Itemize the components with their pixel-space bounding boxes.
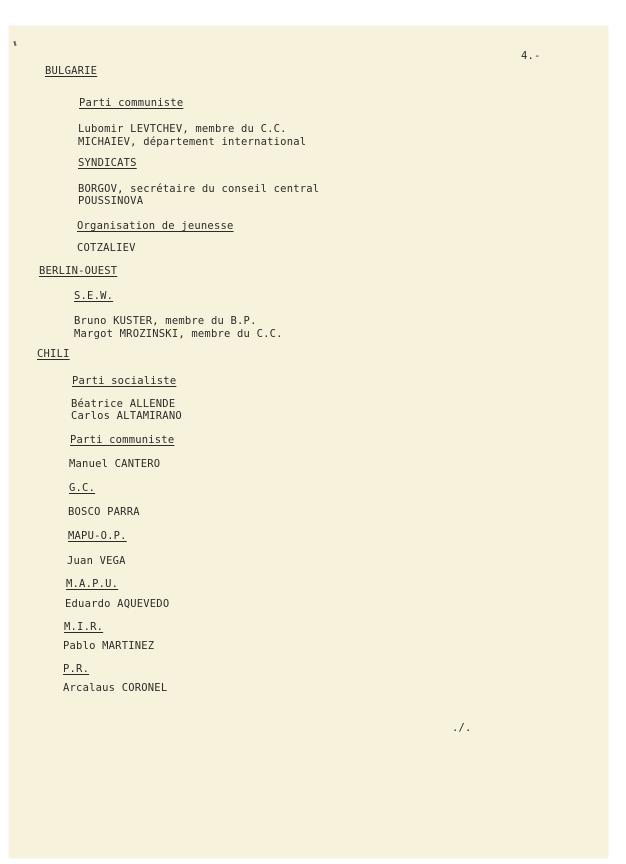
delegate-line: COTZALIEV xyxy=(77,242,136,254)
delegate-line: Carlos ALTAMIRANO xyxy=(71,410,182,422)
delegate-line: Arcalaus CORONEL xyxy=(63,682,168,694)
org-heading-chili-pr: P.R. xyxy=(63,663,90,675)
delegate-line: Bruno KUSTER, membre du B.P. xyxy=(74,315,257,327)
org-heading-chili-parti-socialiste: Parti socialiste xyxy=(72,375,177,387)
org-heading-chili-gc: G.C. xyxy=(69,482,96,494)
org-heading-chili-mir: M.I.R. xyxy=(64,621,104,633)
org-heading-bulgarie-syndicats: SYNDICATS xyxy=(78,157,137,169)
org-heading-chili-mapu-op: MAPU-O.P. xyxy=(68,530,127,542)
delegate-line: POUSSINOVA xyxy=(78,195,144,207)
delegate-line: Margot MROZINSKI, membre du C.C. xyxy=(74,328,283,340)
org-heading-bulgarie-parti-communiste: Parti communiste xyxy=(79,97,184,109)
country-heading-chili: CHILI xyxy=(37,348,70,360)
delegate-line: Pablo MARTINEZ xyxy=(63,640,155,652)
delegate-line: Juan VEGA xyxy=(67,555,126,567)
org-heading-chili-mapu: M.A.P.U. xyxy=(66,578,119,590)
org-heading-berlin-sew: S.E.W. xyxy=(74,290,114,302)
delegate-line: BORGOV, secrétaire du conseil central xyxy=(78,183,320,195)
delegate-line: Lubomir LEVTCHEV, membre du C.C. xyxy=(78,123,287,135)
org-heading-bulgarie-jeunesse: Organisation de jeunesse xyxy=(77,220,234,232)
continuation-mark: ./. xyxy=(452,722,472,734)
delegate-line: BOSCO PARRA xyxy=(68,506,140,518)
country-heading-bulgarie: BULGARIE xyxy=(45,65,98,77)
org-heading-chili-parti-communiste: Parti communiste xyxy=(70,434,175,446)
delegate-line: Manuel CANTERO xyxy=(69,458,161,470)
page-number: 4.- xyxy=(521,50,541,62)
delegate-line: MICHAIEV, département international xyxy=(78,136,307,148)
delegate-line: Eduardo AQUEVEDO xyxy=(65,598,170,610)
country-heading-berlin-ouest: BERLIN-OUEST xyxy=(39,265,118,277)
delegate-line: Béatrice ALLENDE xyxy=(71,398,176,410)
